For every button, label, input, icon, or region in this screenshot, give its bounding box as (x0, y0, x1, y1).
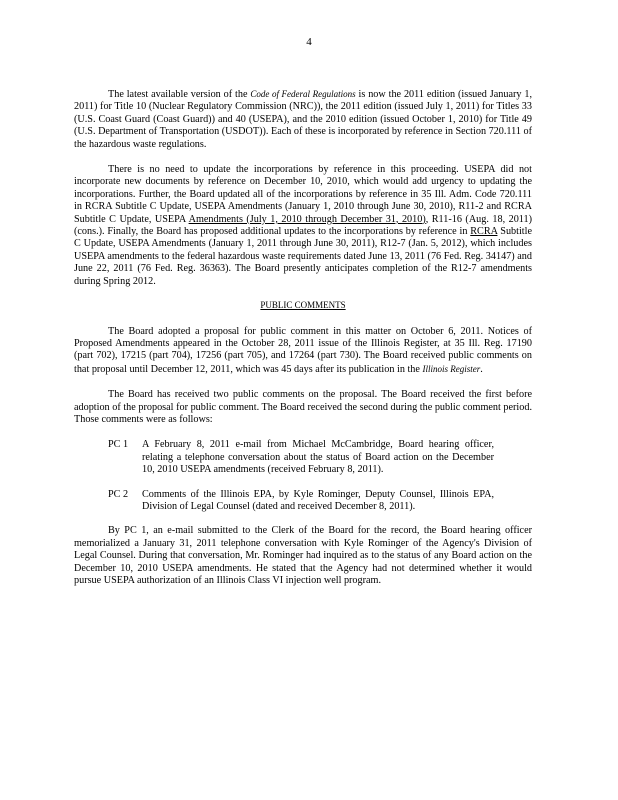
paragraph-incorporations-text-2: , R11-16 (Aug. 18, 2011) (cons.). Finally, the Board has proposed additional updates to the incorporations by reference in (74, 213, 532, 238)
paragraph-cfr-text-1: The latest available version of the (108, 89, 251, 100)
comment-label: PC 1 (108, 439, 129, 451)
paragraph-cfr-editions (74, 88, 532, 151)
comment-label: PC 2 (108, 488, 129, 500)
comment-item (74, 439, 532, 476)
cfr-title: Code of Federal Regulations (250, 89, 356, 99)
paragraph-incorporations (74, 164, 532, 288)
paragraph-proposal (74, 326, 532, 377)
paragraph-comments-intro: The Board has received two public comments on the proposal. The Board received the first before adoption of the proposal for public comment. The Board received the second during the public comment period. Those comments were as follows: (74, 389, 532, 425)
document-body (74, 88, 532, 600)
comment-text: A February 8, 2011 e-mail from Michael McCambridge, Board hearing officer, relating a telephone conversation about the status of Board action on the December 10, 2010 USEPA amendments (received February 8, 2011). (142, 439, 494, 476)
page-number: 4 (306, 36, 312, 48)
section-heading-text: PUBLIC COMMENTS (260, 300, 346, 311)
paragraph-incorporations-text-3: Subtitle C Update, USEPA Amendments (January 1, 2011 through June 30, 2011), R12-7 (Jan. 5, 2012), which includes USEPA amendments to the federal hazardous waste requirements dated June 13, 2011 (76 Fed. Reg. 34147) and June 22, 2011 (76 Fed. Reg. 36363). The Board presently anticipates completion of the R12-7 amendments during Spring 2012. (74, 226, 532, 287)
rcra-citation: RCRA (470, 226, 498, 238)
paragraph-proposal-text-1: The Board adopted a proposal for public comment in this matter on October 6, 2011. Notices of Proposed Amendments appeared in the October 28, 2011 issue of the Illinois Register, at 35 Ill. Reg. 17190 (part 702), 17215 (part 704), 17256 (part 705), and 17264 (part 730). The Board received public comments on that proposal until December 12, 2011, which was 45 days after its publication in the (74, 325, 532, 375)
paragraph-cfr-text-2: is now the 2011 edition (issued January 1, 2011) for Title 10 (Nuclear Regulatory Commission (NRC)), the 2011 edition (issued July 1, 2011) for Titles 33 (U.S. Coast Guard (Coast Guard)) and 40 (USEPA), and the 2010 edition (issued October 1, 2010) for Title 49 (U.S. Department of Transportation (USDOT)). Each of these is incorporated by reference in Section 720.111 of the hazardous waste regulations. (74, 89, 532, 150)
comment-item (74, 489, 532, 514)
comment-text: Comments of the Illinois EPA, by Kyle Rominger, Deputy Counsel, Illinois EPA, Division of Legal Counsel (dated and received December 8, 2011). (142, 488, 494, 512)
amendments-citation: Amendments (July 1, 2010 through December 31, 2010) (188, 213, 426, 225)
paragraph-pc1-discussion: By PC 1, an e-mail submitted to the Clerk of the Board for the record, the Board hearing officer memorialized a January 31, 2011 telephone conversation with Kyle Rominger of the Agency's Division of Legal Counsel. During that conversation, Mr. Rominger had inquired as to the status of any Board action on the December 10, 2010 USEPA amendments. He stated that the Agency had not determined whether it would pursue USEPA authorization of an Illinois Class VI injection well program. (74, 525, 532, 586)
paragraph-proposal-text-2: . (480, 363, 483, 375)
illinois-register-title: Illinois Register (422, 363, 481, 374)
paragraph-incorporations-text-1: There is no need to update the incorporations by reference in this proceeding. USEPA did not incorporate new documents by reference on December 10, 2010, which would add urgency to updating the incorporations. Further, the Board updated all of the incorporations by reference in 35 Ill. Adm. Code 720.111 in RCRA Subtitle C Update, USEPA Amendments (January 1, 2010 through June 30, 2010), R11-2 and RCRA Subtitle C Update, USEPA (74, 164, 532, 225)
section-heading (74, 299, 532, 311)
